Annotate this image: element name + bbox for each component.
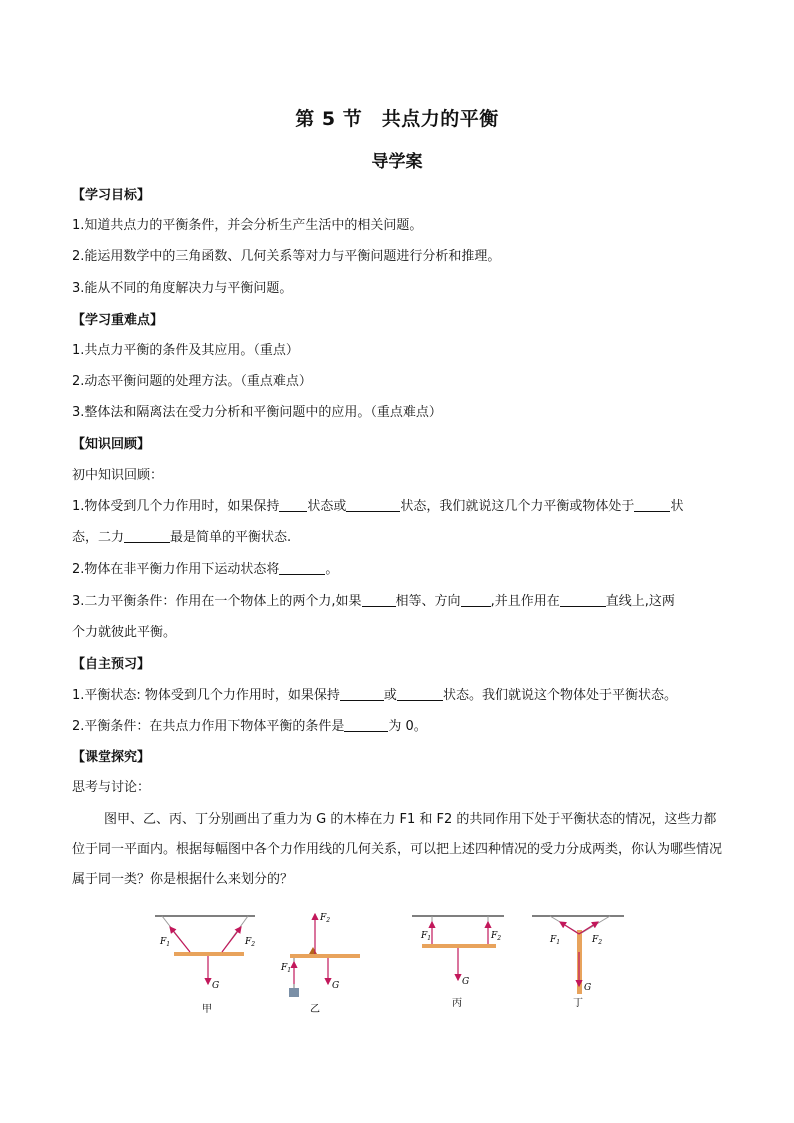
section-heading-key-points: 【学习重难点】 — [72, 313, 164, 328]
fill-blank[interactable] — [634, 499, 670, 512]
review-question-3: 3.二力平衡条件：作用在一个物体上的两个力,如果 相等、方向 ,并且作用在 直线上,这两 — [72, 594, 675, 609]
fill-blank[interactable] — [461, 594, 491, 607]
fill-blank[interactable] — [362, 594, 396, 607]
label-g: G — [462, 977, 470, 987]
preview-question-1: 1.平衡状态: 物体受到几个力作用时，如果保持 或 状态。我们就说这个物体处于平衡状态。 — [72, 688, 677, 703]
figure-label: 乙 — [310, 1004, 320, 1015]
review-question-2: 2.物体在非平衡力作用下运动状态将 。 — [72, 562, 339, 577]
section-heading-objectives: 【学习目标】 — [72, 188, 151, 203]
rod — [290, 954, 360, 958]
label-g: G — [584, 983, 592, 993]
fill-blank[interactable] — [279, 562, 325, 575]
section-heading-preview: 【自主预习】 — [72, 657, 151, 672]
label-f2: $F_2$ — [592, 935, 603, 946]
label-f2: $F_2$ — [320, 913, 331, 924]
rod — [422, 944, 496, 948]
figure-ding — [528, 908, 628, 1013]
review-intro: 初中知识回顾： — [72, 468, 164, 483]
rope-line — [580, 916, 610, 934]
section-heading-inquiry: 【课堂探究】 — [72, 750, 151, 765]
fill-blank[interactable] — [279, 499, 307, 512]
section-heading-review: 【知识回顾】 — [72, 437, 151, 452]
fill-blank[interactable] — [340, 688, 384, 701]
fill-blank[interactable] — [344, 719, 388, 732]
objective-item: 3.能从不同的角度解决力与平衡问题。 — [72, 281, 293, 296]
label-f1: $F_1$ — [281, 963, 292, 974]
fill-blank[interactable] — [124, 530, 170, 543]
force-arrow-f2 — [579, 922, 598, 934]
rod — [174, 952, 244, 956]
figure-yi — [278, 908, 368, 1018]
label-f1: $F_1$ — [421, 931, 432, 942]
fill-blank[interactable] — [397, 688, 443, 701]
review-question-1-cont: 态，二力 最是简单的平衡状态. — [72, 530, 292, 545]
pivot-icon — [309, 947, 317, 954]
key-point-item: 1.共点力平衡的条件及其应用。（重点） — [72, 343, 299, 358]
label-g: G — [212, 981, 220, 991]
key-point-item: 2.动态平衡问题的处理方法。（重点难点） — [72, 374, 312, 389]
figure-bing — [408, 908, 508, 1013]
page-title: 第 5 节 共点力的平衡 — [295, 108, 499, 130]
figure-label: 甲 — [202, 1004, 212, 1015]
review-question-3-cont: 个力就彼此平衡。 — [72, 625, 177, 640]
inquiry-intro: 思考与讨论： — [72, 780, 151, 795]
figure-label: 丙 — [452, 998, 462, 1009]
label-g: G — [332, 981, 340, 991]
label-f1: $F_1$ — [550, 935, 561, 946]
label-f1: $F_1$ — [160, 937, 171, 948]
weight-block — [289, 988, 299, 997]
key-point-item: 3.整体法和隔离法在受力分析和平衡问题中的应用。（重点难点） — [72, 405, 442, 420]
objective-item: 1.知道共点力的平衡条件，并会分析生产生活中的相关问题。 — [72, 218, 423, 233]
review-question-1: 1.物体受到几个力作用时，如果保持 状态或 状态，我们就说这几个力平衡或物体处于 状 — [72, 499, 684, 514]
inquiry-paragraph: 图甲、乙、丙、丁分别画出了重力为 G 的木棒在力 F1 和 F2 的共同作用下处于平衡状态的情况，这些力都位于同一平面内。根据每幅图中各个力作用线的几何关系，可以把上述四种情况的受力分成两类，你认为哪些情况属于同一类？你是根据什么来划分的？ — [72, 812, 723, 887]
force-arrow-f2 — [222, 927, 241, 952]
figure-jia — [150, 908, 260, 1018]
preview-question-2: 2.平衡条件：在共点力作用下物体平衡的条件是 为 0。 — [72, 719, 427, 734]
force-arrow-f1 — [560, 922, 579, 934]
objective-item: 2.能运用数学中的三角函数、几何关系等对力与平衡问题进行分析和推理。 — [72, 249, 501, 264]
fill-blank[interactable] — [346, 499, 400, 512]
fill-blank[interactable] — [560, 594, 606, 607]
figure-label: 丁 — [573, 998, 583, 1009]
page-subtitle: 导学案 — [371, 152, 423, 172]
label-f2: $F_2$ — [491, 931, 502, 942]
force-arrow-f1 — [170, 927, 190, 952]
label-f2: $F_2$ — [245, 937, 256, 948]
